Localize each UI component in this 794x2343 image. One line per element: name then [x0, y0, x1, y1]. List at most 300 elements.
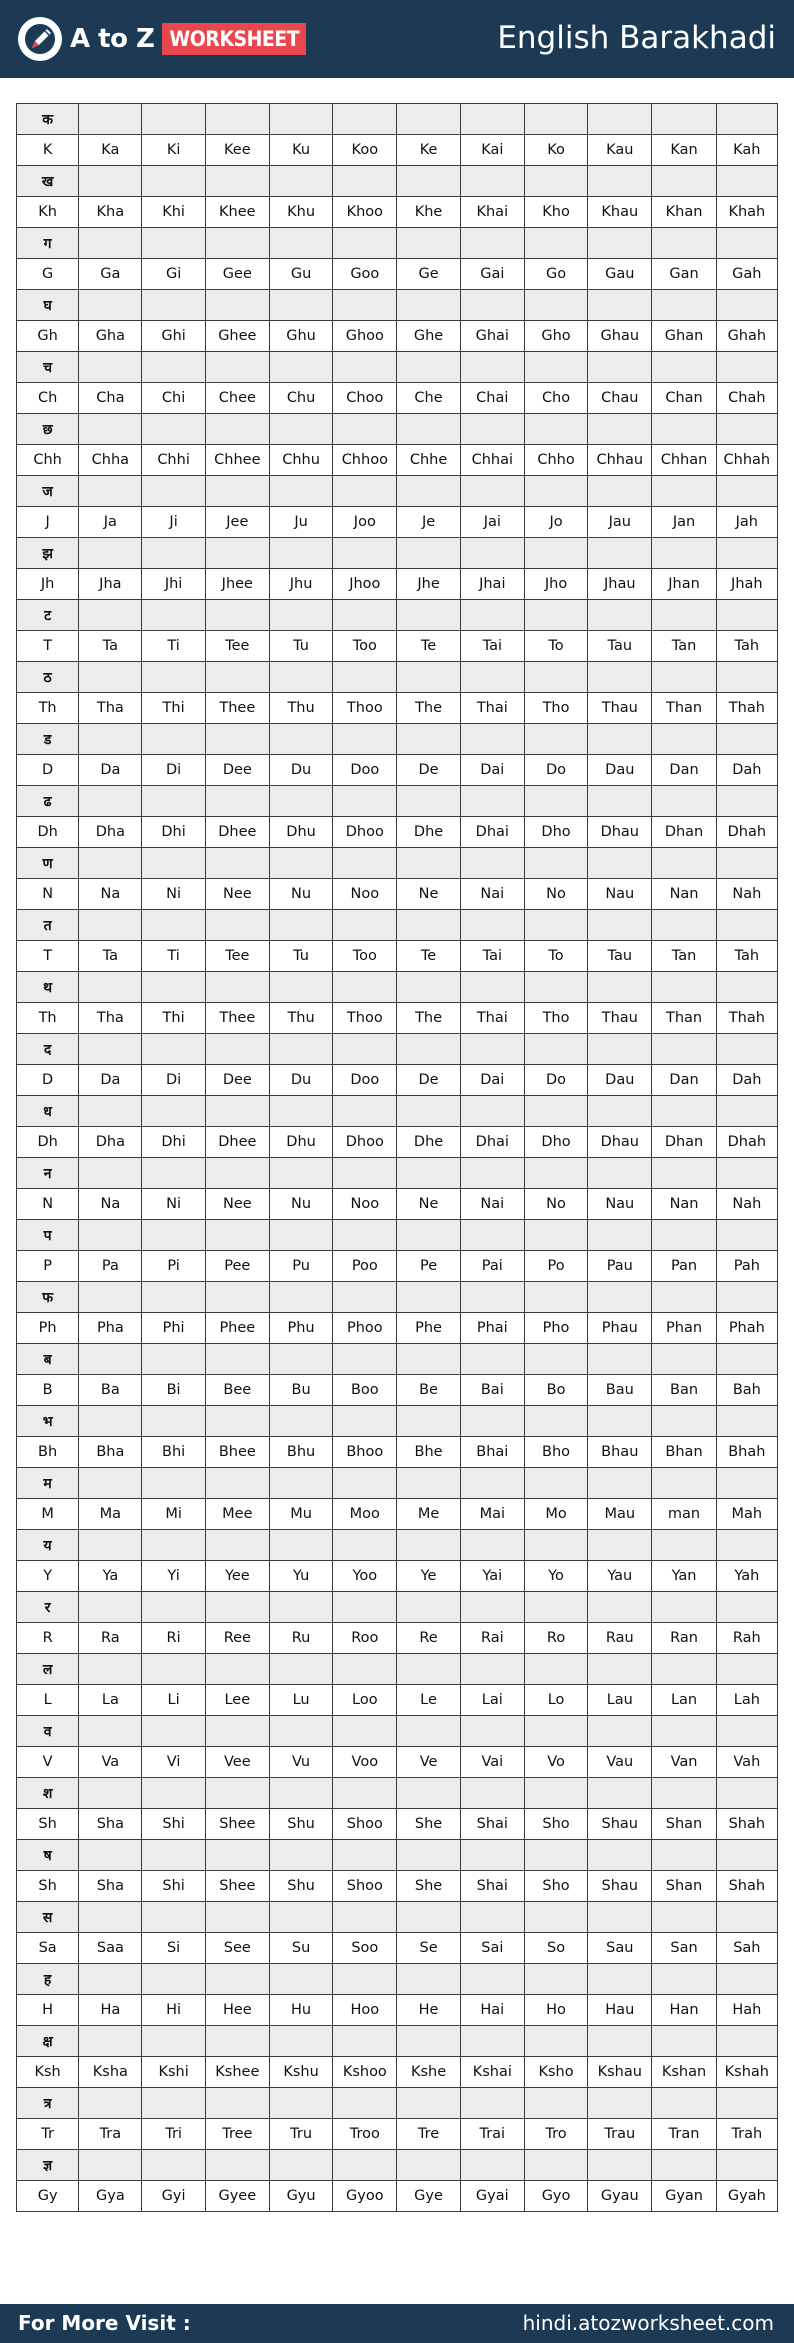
blank-cell	[460, 600, 524, 631]
blank-cell	[588, 662, 652, 693]
blank-cell	[269, 600, 332, 631]
blank-cell	[79, 724, 142, 755]
hindi-letter-row	[17, 2026, 778, 2057]
syllable-cell: Dhai	[460, 1127, 524, 1158]
syllable-cell: Thee	[205, 1003, 269, 1034]
english-syllable-row	[17, 197, 778, 228]
hindi-letter-row	[17, 786, 778, 817]
syllable-cell: Too	[333, 631, 397, 662]
syllable-cell: Thoo	[333, 1003, 397, 1034]
syllable-cell: Chhai	[460, 445, 524, 476]
syllable-cell: Dho	[524, 817, 587, 848]
syllable-cell: To	[524, 941, 587, 972]
blank-cell	[460, 910, 524, 941]
hindi-letter-row	[17, 1158, 778, 1189]
consonant-cell: N	[17, 1189, 79, 1220]
logo-badge: WORKSHEET	[162, 23, 306, 55]
blank-cell	[460, 724, 524, 755]
syllable-cell: Ji	[142, 507, 205, 538]
blank-cell	[652, 1902, 716, 1933]
syllable-cell: Dhai	[460, 817, 524, 848]
syllable-cell: Joo	[333, 507, 397, 538]
syllable-cell: Chhu	[269, 445, 332, 476]
syllable-cell: Nau	[588, 1189, 652, 1220]
syllable-cell: Dah	[716, 1065, 777, 1096]
hindi-letter-row	[17, 662, 778, 693]
blank-cell	[652, 1220, 716, 1251]
syllable-cell: Kshi	[142, 2057, 205, 2088]
syllable-cell: Poo	[333, 1251, 397, 1282]
page-header	[0, 0, 794, 78]
english-syllable-row	[17, 321, 778, 352]
blank-cell	[524, 352, 587, 383]
hindi-letter-row	[17, 1406, 778, 1437]
blank-cell	[333, 1530, 397, 1561]
consonant-cell: Bh	[17, 1437, 79, 1468]
blank-cell	[142, 228, 205, 259]
syllable-cell: Khoo	[333, 197, 397, 228]
syllable-cell: Trai	[460, 2119, 524, 2150]
syllable-cell: Pai	[460, 1251, 524, 1282]
blank-cell	[652, 290, 716, 321]
syllable-cell: Hai	[460, 1995, 524, 2026]
consonant-cell: Dh	[17, 1127, 79, 1158]
blank-cell	[588, 1654, 652, 1685]
blank-cell	[205, 538, 269, 569]
syllable-cell: Na	[79, 879, 142, 910]
blank-cell	[397, 1654, 460, 1685]
syllable-cell: Kan	[652, 135, 716, 166]
syllable-cell: Thoo	[333, 693, 397, 724]
syllable-cell: Thai	[460, 693, 524, 724]
blank-cell	[588, 786, 652, 817]
syllable-cell: Pu	[269, 1251, 332, 1282]
hindi-letter-cell: ध	[17, 1096, 79, 1127]
syllable-cell: Chai	[460, 383, 524, 414]
hindi-letter-row	[17, 414, 778, 445]
syllable-cell: Phe	[397, 1313, 460, 1344]
blank-cell	[716, 538, 777, 569]
english-syllable-row	[17, 1127, 778, 1158]
consonant-cell: Gh	[17, 321, 79, 352]
syllable-cell: Kshu	[269, 2057, 332, 2088]
blank-cell	[397, 538, 460, 569]
blank-cell	[460, 1654, 524, 1685]
blank-cell	[588, 352, 652, 383]
hindi-letter-cell: ड	[17, 724, 79, 755]
blank-cell	[460, 166, 524, 197]
blank-cell	[333, 1964, 397, 1995]
syllable-cell: Gha	[79, 321, 142, 352]
blank-cell	[397, 1096, 460, 1127]
blank-cell	[588, 1096, 652, 1127]
syllable-cell: Nan	[652, 879, 716, 910]
blank-cell	[460, 1964, 524, 1995]
blank-cell	[397, 1716, 460, 1747]
blank-cell	[269, 2088, 332, 2119]
blank-cell	[460, 1716, 524, 1747]
blank-cell	[524, 1282, 587, 1313]
blank-cell	[524, 1096, 587, 1127]
blank-cell	[588, 1592, 652, 1623]
consonant-cell: Gy	[17, 2181, 79, 2212]
syllable-cell: The	[397, 1003, 460, 1034]
syllable-cell: Su	[269, 1933, 332, 1964]
blank-cell	[205, 1344, 269, 1375]
blank-cell	[142, 290, 205, 321]
blank-cell	[460, 1468, 524, 1499]
syllable-cell: Tu	[269, 941, 332, 972]
blank-cell	[524, 2026, 587, 2057]
blank-cell	[333, 228, 397, 259]
syllable-cell: Nan	[652, 1189, 716, 1220]
syllable-cell: Bi	[142, 1375, 205, 1406]
blank-cell	[269, 1840, 332, 1871]
blank-cell	[588, 538, 652, 569]
syllable-cell: Se	[397, 1933, 460, 1964]
blank-cell	[716, 1034, 777, 1065]
syllable-cell: Gyan	[652, 2181, 716, 2212]
blank-cell	[588, 1964, 652, 1995]
syllable-cell: Ve	[397, 1747, 460, 1778]
blank-cell	[333, 1344, 397, 1375]
blank-cell	[205, 1716, 269, 1747]
blank-cell	[716, 1840, 777, 1871]
blank-cell	[333, 290, 397, 321]
blank-cell	[333, 2088, 397, 2119]
syllable-cell: Chha	[79, 445, 142, 476]
hindi-letter-cell: ण	[17, 848, 79, 879]
syllable-cell: Sho	[524, 1871, 587, 1902]
syllable-cell: Yi	[142, 1561, 205, 1592]
syllable-cell: Hi	[142, 1995, 205, 2026]
brand-logo[interactable]	[18, 16, 306, 62]
syllable-cell: Ksha	[79, 2057, 142, 2088]
syllable-cell: Shi	[142, 1809, 205, 1840]
hindi-letter-cell: ठ	[17, 662, 79, 693]
syllable-cell: Dho	[524, 1127, 587, 1158]
blank-cell	[716, 228, 777, 259]
hindi-letter-cell: व	[17, 1716, 79, 1747]
syllable-cell: Ma	[79, 1499, 142, 1530]
blank-cell	[588, 910, 652, 941]
syllable-cell: Gyee	[205, 2181, 269, 2212]
syllable-cell: Bhee	[205, 1437, 269, 1468]
syllable-cell: Be	[397, 1375, 460, 1406]
consonant-cell: Tr	[17, 2119, 79, 2150]
syllable-cell: Phoo	[333, 1313, 397, 1344]
syllable-cell: Jo	[524, 507, 587, 538]
syllable-cell: Ti	[142, 941, 205, 972]
blank-cell	[460, 538, 524, 569]
consonant-cell: T	[17, 941, 79, 972]
syllable-cell: La	[79, 1685, 142, 1716]
syllable-cell: Dhu	[269, 817, 332, 848]
blank-cell	[79, 848, 142, 879]
syllable-cell: Hau	[588, 1995, 652, 2026]
blank-cell	[652, 1468, 716, 1499]
english-syllable-row	[17, 507, 778, 538]
syllable-cell: Tran	[652, 2119, 716, 2150]
syllable-cell: Ki	[142, 135, 205, 166]
blank-cell	[205, 104, 269, 135]
syllable-cell: Phi	[142, 1313, 205, 1344]
hindi-letter-row	[17, 1716, 778, 1747]
syllable-cell: Jhe	[397, 569, 460, 600]
syllable-cell: Too	[333, 941, 397, 972]
syllable-cell: Hoo	[333, 1995, 397, 2026]
blank-cell	[79, 290, 142, 321]
blank-cell	[588, 1840, 652, 1871]
hindi-letter-row	[17, 352, 778, 383]
syllable-cell: Gyai	[460, 2181, 524, 2212]
blank-cell	[524, 2150, 587, 2181]
syllable-cell: Hee	[205, 1995, 269, 2026]
syllable-cell: Sai	[460, 1933, 524, 1964]
blank-cell	[716, 724, 777, 755]
syllable-cell: Bho	[524, 1437, 587, 1468]
blank-cell	[269, 1158, 332, 1189]
english-syllable-row	[17, 1065, 778, 1096]
syllable-cell: Soo	[333, 1933, 397, 1964]
blank-cell	[652, 2150, 716, 2181]
blank-cell	[588, 724, 652, 755]
syllable-cell: Te	[397, 941, 460, 972]
blank-cell	[460, 1592, 524, 1623]
blank-cell	[716, 1592, 777, 1623]
blank-cell	[716, 1096, 777, 1127]
blank-cell	[269, 290, 332, 321]
syllable-cell: Tan	[652, 941, 716, 972]
syllable-cell: Ja	[79, 507, 142, 538]
blank-cell	[205, 1220, 269, 1251]
blank-cell	[79, 1840, 142, 1871]
syllable-cell: Nau	[588, 879, 652, 910]
syllable-cell: Kha	[79, 197, 142, 228]
blank-cell	[79, 1220, 142, 1251]
blank-cell	[524, 1468, 587, 1499]
syllable-cell: Jhah	[716, 569, 777, 600]
blank-cell	[460, 662, 524, 693]
syllable-cell: Hu	[269, 1995, 332, 2026]
consonant-cell: Th	[17, 693, 79, 724]
blank-cell	[397, 352, 460, 383]
blank-cell	[142, 1220, 205, 1251]
blank-cell	[205, 2150, 269, 2181]
syllable-cell: Jha	[79, 569, 142, 600]
consonant-cell: Th	[17, 1003, 79, 1034]
blank-cell	[79, 352, 142, 383]
blank-cell	[142, 476, 205, 507]
syllable-cell: Sha	[79, 1871, 142, 1902]
footer-label: For More Visit :	[18, 2311, 191, 2335]
syllable-cell: Gyo	[524, 2181, 587, 2212]
consonant-cell: P	[17, 1251, 79, 1282]
syllable-cell: Shah	[716, 1809, 777, 1840]
blank-cell	[716, 290, 777, 321]
blank-cell	[588, 1406, 652, 1437]
syllable-cell: Kshan	[652, 2057, 716, 2088]
blank-cell	[716, 1468, 777, 1499]
blank-cell	[397, 786, 460, 817]
blank-cell	[205, 1406, 269, 1437]
consonant-cell: Ksh	[17, 2057, 79, 2088]
syllable-cell: The	[397, 693, 460, 724]
syllable-cell: Tu	[269, 631, 332, 662]
footer-website-link[interactable]: hindi.atozworksheet.com	[522, 2311, 774, 2335]
blank-cell	[269, 228, 332, 259]
syllable-cell: Shan	[652, 1809, 716, 1840]
consonant-cell: V	[17, 1747, 79, 1778]
english-syllable-row	[17, 755, 778, 786]
syllable-cell: De	[397, 755, 460, 786]
syllable-cell: Loo	[333, 1685, 397, 1716]
syllable-cell: Da	[79, 1065, 142, 1096]
consonant-cell: Ph	[17, 1313, 79, 1344]
english-syllable-row	[17, 1747, 778, 1778]
syllable-cell: Gyi	[142, 2181, 205, 2212]
hindi-letter-cell: क्ष	[17, 2026, 79, 2057]
blank-cell	[716, 1530, 777, 1561]
syllable-cell: Di	[142, 755, 205, 786]
barakhadi-table	[16, 103, 778, 2212]
syllable-cell: Khee	[205, 197, 269, 228]
blank-cell	[524, 538, 587, 569]
hindi-letter-cell: ग	[17, 228, 79, 259]
english-syllable-row	[17, 1189, 778, 1220]
syllable-cell: Phau	[588, 1313, 652, 1344]
syllable-cell: Pee	[205, 1251, 269, 1282]
consonant-cell: R	[17, 1623, 79, 1654]
blank-cell	[205, 662, 269, 693]
blank-cell	[142, 166, 205, 197]
syllable-cell: Gan	[652, 259, 716, 290]
syllable-cell: Jan	[652, 507, 716, 538]
blank-cell	[524, 1716, 587, 1747]
syllable-cell: No	[524, 879, 587, 910]
blank-cell	[460, 414, 524, 445]
blank-cell	[397, 724, 460, 755]
syllable-cell: Vai	[460, 1747, 524, 1778]
blank-cell	[205, 1902, 269, 1933]
blank-cell	[142, 1716, 205, 1747]
syllable-cell: Dha	[79, 817, 142, 848]
syllable-cell: Tha	[79, 693, 142, 724]
blank-cell	[716, 166, 777, 197]
blank-cell	[79, 1964, 142, 1995]
consonant-cell: K	[17, 135, 79, 166]
blank-cell	[652, 1840, 716, 1871]
blank-cell	[333, 600, 397, 631]
blank-cell	[333, 538, 397, 569]
blank-cell	[652, 1964, 716, 1995]
blank-cell	[588, 1220, 652, 1251]
syllable-cell: Ghi	[142, 321, 205, 352]
blank-cell	[333, 352, 397, 383]
syllable-cell: Da	[79, 755, 142, 786]
syllable-cell: Lan	[652, 1685, 716, 1716]
consonant-cell: D	[17, 1065, 79, 1096]
syllable-cell: Chan	[652, 383, 716, 414]
consonant-cell: B	[17, 1375, 79, 1406]
syllable-cell: Mu	[269, 1499, 332, 1530]
syllable-cell: Tee	[205, 941, 269, 972]
hindi-letter-cell: य	[17, 1530, 79, 1561]
syllable-cell: Ti	[142, 631, 205, 662]
english-syllable-row	[17, 259, 778, 290]
english-syllable-row	[17, 2181, 778, 2212]
blank-cell	[397, 476, 460, 507]
blank-cell	[588, 1158, 652, 1189]
blank-cell	[652, 1530, 716, 1561]
blank-cell	[588, 2026, 652, 2057]
blank-cell	[79, 600, 142, 631]
syllable-cell: Thu	[269, 1003, 332, 1034]
blank-cell	[652, 476, 716, 507]
syllable-cell: Doo	[333, 755, 397, 786]
blank-cell	[460, 848, 524, 879]
english-syllable-row	[17, 2057, 778, 2088]
syllable-cell: Tai	[460, 631, 524, 662]
blank-cell	[79, 1344, 142, 1375]
syllable-cell: Dhau	[588, 817, 652, 848]
blank-cell	[716, 848, 777, 879]
syllable-cell: Kshee	[205, 2057, 269, 2088]
syllable-cell: Bhu	[269, 1437, 332, 1468]
syllable-cell: Dhi	[142, 1127, 205, 1158]
syllable-cell: Chau	[588, 383, 652, 414]
syllable-cell: Shau	[588, 1809, 652, 1840]
syllable-cell: Dhoo	[333, 1127, 397, 1158]
blank-cell	[142, 1468, 205, 1499]
blank-cell	[205, 352, 269, 383]
hindi-letter-cell: भ	[17, 1406, 79, 1437]
syllable-cell: See	[205, 1933, 269, 1964]
syllable-cell: Gye	[397, 2181, 460, 2212]
syllable-cell: Bhe	[397, 1437, 460, 1468]
syllable-cell: Tri	[142, 2119, 205, 2150]
syllable-cell: Sau	[588, 1933, 652, 1964]
blank-cell	[79, 1096, 142, 1127]
syllable-cell: Thu	[269, 693, 332, 724]
syllable-cell: Dhoo	[333, 817, 397, 848]
blank-cell	[460, 1406, 524, 1437]
syllable-cell: San	[652, 1933, 716, 1964]
syllable-cell: Pa	[79, 1251, 142, 1282]
blank-cell	[79, 1654, 142, 1685]
blank-cell	[652, 1778, 716, 1809]
blank-cell	[79, 1778, 142, 1809]
syllable-cell: Rah	[716, 1623, 777, 1654]
syllable-cell: Chhee	[205, 445, 269, 476]
blank-cell	[524, 104, 587, 135]
syllable-cell: Voo	[333, 1747, 397, 1778]
english-syllable-row	[17, 817, 778, 848]
syllable-cell: Yoo	[333, 1561, 397, 1592]
blank-cell	[588, 1468, 652, 1499]
blank-cell	[333, 1034, 397, 1065]
blank-cell	[652, 724, 716, 755]
hindi-letter-row	[17, 104, 778, 135]
syllable-cell: Ksho	[524, 2057, 587, 2088]
blank-cell	[333, 1716, 397, 1747]
syllable-cell: Kah	[716, 135, 777, 166]
syllable-cell: Shee	[205, 1871, 269, 1902]
blank-cell	[716, 1406, 777, 1437]
blank-cell	[333, 786, 397, 817]
hindi-letter-row	[17, 228, 778, 259]
hindi-letter-cell: घ	[17, 290, 79, 321]
